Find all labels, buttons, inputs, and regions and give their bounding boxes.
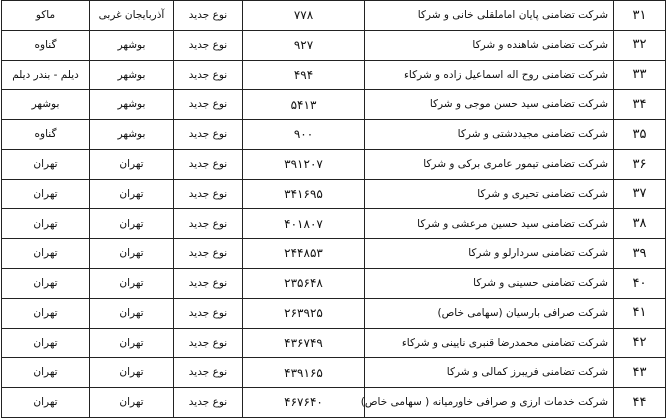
row-number-cell: ۳۶ [614, 149, 666, 179]
city-cell: گناوه [2, 120, 90, 150]
registration-number-cell: ۳۴۱۶۹۵ [243, 179, 365, 209]
registration-number-cell: ۴۰۱۸۰۷ [243, 209, 365, 239]
row-number-cell: ۳۴ [614, 90, 666, 120]
province-cell: تهران [90, 388, 174, 418]
province-cell: تهران [90, 239, 174, 269]
table-row [2, 1, 666, 31]
city-cell: ماکو [2, 1, 90, 31]
license-type-cell: نوع جدید [174, 328, 243, 358]
city-cell: بوشهر [2, 90, 90, 120]
province-cell: تهران [90, 358, 174, 388]
company-name-cell: شرکت تضامنی روح اله اسماعیل زاده و شرکاء [365, 60, 614, 90]
city-cell: تهران [2, 358, 90, 388]
company-name-cell: شرکت تضامنی تحیری و شرکا [365, 179, 614, 209]
row-number-cell: ۴۴ [614, 388, 666, 418]
company-name-cell: شرکت تضامنی شاهنده و شرکا [365, 30, 614, 60]
registration-number-cell: ۵۴۱۳ [243, 90, 365, 120]
city-cell: تهران [2, 179, 90, 209]
registration-number-cell: ۴۹۴ [243, 60, 365, 90]
registration-number-cell: ۴۳۶۷۴۹ [243, 328, 365, 358]
city-cell: دیلم - بندر دیلم [2, 60, 90, 90]
license-type-cell: نوع جدید [174, 120, 243, 150]
province-cell: بوشهر [90, 90, 174, 120]
row-number-cell: ۴۱ [614, 298, 666, 328]
city-cell: گناوه [2, 30, 90, 60]
license-type-cell: نوع جدید [174, 149, 243, 179]
license-type-cell: نوع جدید [174, 269, 243, 299]
license-type-cell: نوع جدید [174, 298, 243, 328]
city-cell: تهران [2, 388, 90, 418]
table-row [2, 60, 666, 90]
row-number-cell: ۳۲ [614, 30, 666, 60]
company-name-cell: شرکت تضامنی سید حسن موجی و شرکا [365, 90, 614, 120]
registration-number-cell: ۹۲۷ [243, 30, 365, 60]
province-cell: آذربایجان غربی [90, 1, 174, 31]
table-row [2, 149, 666, 179]
city-cell: تهران [2, 298, 90, 328]
table-row [2, 388, 666, 418]
city-cell: تهران [2, 209, 90, 239]
company-name-cell: شرکت تضامنی سید حسین مرعشی و شرکا [365, 209, 614, 239]
table-row [2, 209, 666, 239]
province-cell: تهران [90, 298, 174, 328]
row-number-cell: ۴۳ [614, 358, 666, 388]
company-table-body [2, 1, 666, 418]
license-type-cell: نوع جدید [174, 60, 243, 90]
row-number-cell: ۴۲ [614, 328, 666, 358]
province-cell: بوشهر [90, 60, 174, 90]
license-type-cell: نوع جدید [174, 179, 243, 209]
company-name-cell: شرکت تضامنی تیمور عامری برکی و شرکا [365, 149, 614, 179]
company-name-cell: شرکت تضامنی حسینی و شرکا [365, 269, 614, 299]
row-number-cell: ۳۳ [614, 60, 666, 90]
license-type-cell: نوع جدید [174, 388, 243, 418]
table-row [2, 30, 666, 60]
row-number-cell: ۳۸ [614, 209, 666, 239]
city-cell: تهران [2, 149, 90, 179]
row-number-cell: ۳۷ [614, 179, 666, 209]
table-row [2, 269, 666, 299]
registration-number-cell: ۲۳۵۶۴۸ [243, 269, 365, 299]
license-type-cell: نوع جدید [174, 239, 243, 269]
registration-number-cell: ۲۶۳۹۲۵ [243, 298, 365, 328]
province-cell: بوشهر [90, 120, 174, 150]
table-row [2, 328, 666, 358]
table-row [2, 90, 666, 120]
company-name-cell: شرکت تضامنی مجیددشتی و شرکا [365, 120, 614, 150]
license-type-cell: نوع جدید [174, 1, 243, 31]
registration-number-cell: ۲۴۴۸۵۳ [243, 239, 365, 269]
registration-number-cell: ۴۳۹۱۶۵ [243, 358, 365, 388]
company-table [1, 0, 666, 418]
table-row [2, 358, 666, 388]
row-number-cell: ۳۹ [614, 239, 666, 269]
company-name-cell: شرکت تضامنی پایان اماملقلی خانی و شرکا [365, 1, 614, 31]
province-cell: تهران [90, 149, 174, 179]
province-cell: بوشهر [90, 30, 174, 60]
company-name-cell: شرکت تضامنی فریبرز کمالی و شرکا [365, 358, 614, 388]
row-number-cell: ۳۵ [614, 120, 666, 150]
province-cell: تهران [90, 179, 174, 209]
city-cell: تهران [2, 269, 90, 299]
registration-number-cell: ۷۷۸ [243, 1, 365, 31]
table-row [2, 298, 666, 328]
table-row [2, 120, 666, 150]
company-name-cell: شرکت تضامنی سردارلو و شرکا [365, 239, 614, 269]
city-cell: تهران [2, 328, 90, 358]
registration-number-cell: ۹۰۰ [243, 120, 365, 150]
license-type-cell: نوع جدید [174, 30, 243, 60]
company-name-cell: شرکت خدمات ارزی و صرافی خاورمیانه ( سهامی خاص) [365, 388, 614, 418]
table-row [2, 239, 666, 269]
registration-number-cell: ۴۶۷۶۴۰ [243, 388, 365, 418]
province-cell: تهران [90, 328, 174, 358]
province-cell: تهران [90, 269, 174, 299]
license-type-cell: نوع جدید [174, 90, 243, 120]
province-cell: تهران [90, 209, 174, 239]
city-cell: تهران [2, 239, 90, 269]
company-name-cell: شرکت تضامنی محمدرضا قنبری نایینی و شرکاء [365, 328, 614, 358]
license-type-cell: نوع جدید [174, 358, 243, 388]
table-row [2, 179, 666, 209]
row-number-cell: ۴۰ [614, 269, 666, 299]
registration-number-cell: ۳۹۱۲۰۷ [243, 149, 365, 179]
row-number-cell: ۳۱ [614, 1, 666, 31]
license-type-cell: نوع جدید [174, 209, 243, 239]
company-name-cell: شرکت صرافی بارسیان (سهامی خاص) [365, 298, 614, 328]
